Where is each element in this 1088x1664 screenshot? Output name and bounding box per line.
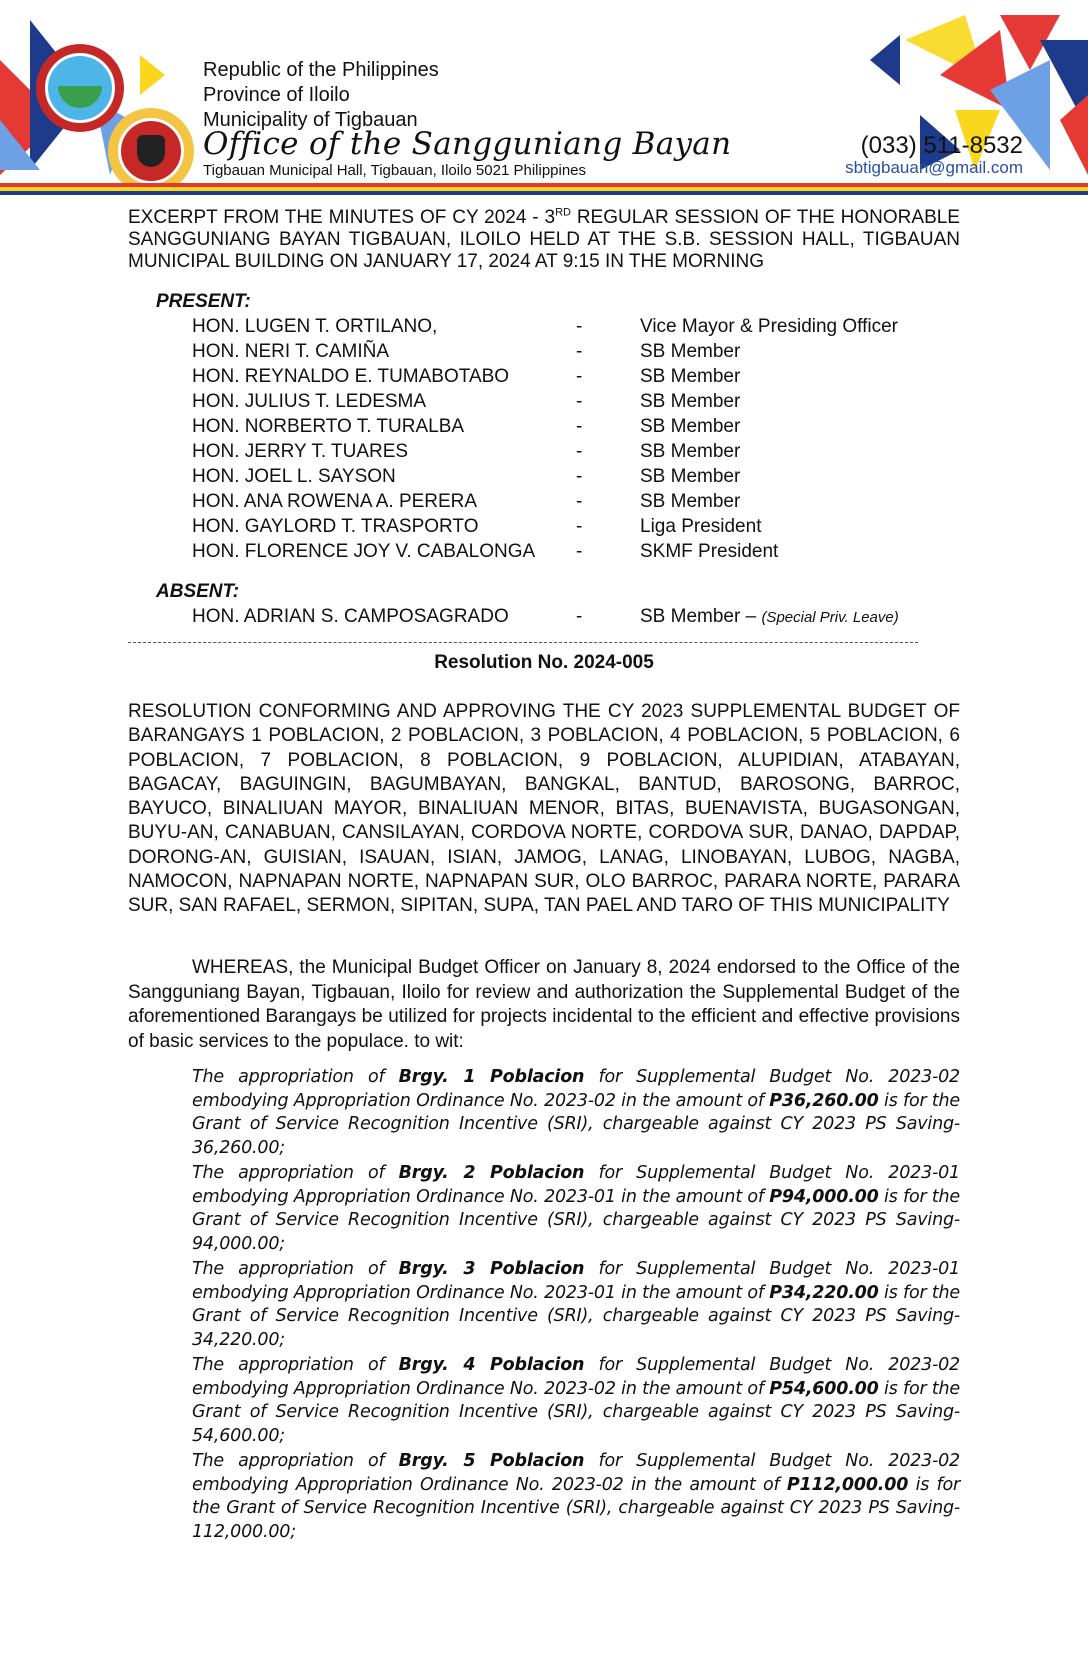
excerpt-superscript: RD (555, 206, 571, 219)
appropriation-text: for Supplemental Budget No. 2023-02 embodying Appropriation Ordinance No. 2023-02 in the amount of (192, 1451, 960, 1495)
appropriation-amount: P94,000.00 (769, 1186, 879, 1207)
attendee-name: HON. REYNALDO E. TUMABOTABO (192, 366, 510, 387)
sangguniang-bayan-seal (108, 108, 194, 194)
appropriation-paragraph (192, 1162, 960, 1256)
attendee-name: HON. GAYLORD T. TRASPORTO (192, 516, 479, 537)
municipality-line: Municipality of Tigbauan (203, 109, 418, 131)
attendee-name: HON. ANA ROWENA A. PERERA (192, 491, 478, 512)
appropriation-barangay: Brgy. 4 Poblacion (398, 1355, 585, 1375)
appropriation-text: is for the Grant of Service Recognition Incentive (SRI), chargeable against CY 2023 PS Saving-36,260.00; (192, 1090, 960, 1158)
attendee-position: SB Member (640, 491, 741, 512)
attendee-row (192, 541, 952, 566)
appropriation-text: The appropriation of (192, 1451, 399, 1471)
absent-position-text: SB Member – (640, 606, 762, 627)
republic-line: Republic of the Philippines (203, 59, 439, 81)
excerpt-part2: REGULAR SESSION OF THE HONORABLE SANGGUNIANG BAYAN TIGBAUAN, ILOILO HELD AT THE S.B. SESSION HALL, TIGBAUAN MUNICIPAL BUILDING ON JANUARY 17, 2024 AT 9:15 IN THE MORNING (128, 207, 960, 272)
appropriation-text: The appropriation of (192, 1259, 399, 1279)
attendee-row (192, 491, 952, 516)
attendee-dash: - (576, 466, 583, 487)
attendee-name: HON. NERI T. CAMIÑA (192, 341, 390, 362)
attendee-row (192, 391, 952, 416)
attendee-row (192, 341, 952, 366)
attendee-dash: - (576, 341, 583, 362)
attendee-dash: - (576, 416, 583, 437)
attendee-position: SB Member (640, 391, 741, 412)
attendee-name: HON. NORBERTO T. TURALBA (192, 416, 465, 437)
present-label: PRESENT: (156, 291, 251, 312)
attendee-name: HON. FLORENCE JOY V. CABALONGA (192, 541, 536, 562)
appropriation-text: is for the Grant of Service Recognition Incentive (SRI), chargeable against CY 2023 PS Saving-54,600.00; (192, 1378, 960, 1446)
municipal-seal (36, 44, 124, 132)
attendee-name: HON. LUGEN T. ORTILANO, (192, 316, 438, 337)
attendee-name: HON. JERRY T. TUARES (192, 441, 409, 462)
attendee-position: SB Member (640, 466, 741, 487)
header-stripe-blue (0, 191, 1088, 195)
appropriation-barangay: Brgy. 3 Poblacion (398, 1259, 585, 1279)
attendee-row (192, 466, 952, 491)
attendee-dash: - (576, 541, 583, 562)
appropriation-text: for Supplemental Budget No. 2023-01 embodying Appropriation Ordinance No. 2023-01 in the amount of (192, 1259, 960, 1303)
appropriation-text: is for the Grant of Service Recognition Incentive (SRI), chargeable against CY 2023 PS Saving-34,220.00; (192, 1282, 960, 1350)
attendee-name: HON. JOEL L. SAYSON (192, 466, 396, 487)
appropriation-amount: P112,000.00 (786, 1474, 909, 1495)
attendee-dash: - (576, 491, 583, 512)
appropriation-text: for Supplemental Budget No. 2023-02 embodying Appropriation Ordinance No. 2023-02 in the amount of (192, 1355, 960, 1399)
appropriation-text: is for the Grant of Service Recognition Incentive (SRI), chargeable against CY 2023 PS Saving-112,000.00; (192, 1474, 960, 1542)
attendee-position: SB Member (640, 416, 741, 437)
attendee-row (192, 366, 952, 391)
attendee-position: SB Member (640, 341, 741, 362)
attendee-position: Vice Mayor & Presiding Officer (640, 316, 899, 337)
appropriation-paragraph (192, 1450, 960, 1544)
attendee-dash: - (576, 391, 583, 412)
absent-position (640, 606, 899, 628)
appropriation-amount: P34,220.00 (769, 1282, 879, 1303)
attendee-dash: - (576, 441, 583, 462)
appropriation-barangay: Brgy. 1 Poblacion (398, 1067, 585, 1087)
appropriation-text: for Supplemental Budget No. 2023-01 embodying Appropriation Ordinance No. 2023-01 in the amount of (192, 1163, 960, 1207)
appropriation-paragraph (192, 1066, 960, 1160)
office-address: Tigbauan Municipal Hall, Tigbauan, Iloilo 5021 Philippines (203, 162, 587, 179)
appropriation-text: is for the Grant of Service Recognition Incentive (SRI), chargeable against CY 2023 PS Saving-94,000.00; (192, 1186, 960, 1254)
attendee-position: Liga President (640, 516, 762, 537)
appropriation-text: for Supplemental Budget No. 2023-02 embodying Appropriation Ordinance No. 2023-02 in the amount of (192, 1067, 960, 1111)
letterhead (0, 0, 1088, 205)
whereas-clause: WHEREAS, the Municipal Budget Officer on January 8, 2024 endorsed to the Office of the Sangguniang Bayan, Tigbauan, Iloilo for review and authorization the Supplemental Budget of the aforementioned Barangays be utilized for projects incidental to the efficient and effective provisions of basic services to the populace. to wit: (128, 957, 960, 1052)
office-title: Office of the Sangguniang Bayan (203, 126, 732, 162)
minutes-excerpt (128, 207, 960, 273)
absent-note: (Special Priv. Leave) (761, 609, 899, 626)
province-line: Province of Iloilo (203, 84, 350, 106)
appropriation-amount: P54,600.00 (769, 1378, 879, 1399)
appropriation-paragraph (192, 1258, 960, 1352)
attendee-row (192, 316, 952, 341)
appropriation-text: The appropriation of (192, 1163, 399, 1183)
appropriation-barangay: Brgy. 2 Poblacion (398, 1163, 585, 1183)
office-email: sbtigbauan@gmail.com (845, 158, 1023, 177)
section-divider (128, 642, 918, 643)
office-phone: (033) 511-8532 (860, 132, 1023, 159)
attendee-row (192, 416, 952, 441)
resolution-number: Resolution No. 2024-005 (434, 652, 654, 673)
attendee-name: HON. JULIUS T. LEDESMA (192, 391, 427, 412)
attendee-dash: - (576, 516, 583, 537)
absent-name: HON. ADRIAN S. CAMPOSAGRADO (192, 606, 509, 627)
attendee-dash: - (576, 366, 583, 387)
attendee-position: SB Member (640, 441, 741, 462)
appropriation-text: The appropriation of (192, 1067, 399, 1087)
appropriation-amount: P36,260.00 (769, 1090, 879, 1111)
attendee-dash: - (576, 316, 583, 337)
attendee-row (192, 441, 952, 466)
excerpt-part1: EXCERPT FROM THE MINUTES OF CY 2024 - 3 (128, 207, 556, 228)
absent-label: ABSENT: (156, 581, 240, 602)
attendee-position: SKMF President (640, 541, 779, 562)
absent-row (192, 606, 952, 631)
resolution-title: RESOLUTION CONFORMING AND APPROVING THE CY 2023 SUPPLEMENTAL BUDGET OF BARANGAYS 1 POBLACION, 2 POBLACION, 3 POBLACION, 4 POBLACION, 5 POBLACION, 6 POBLACION, 7 POBLACION, 8 POBLACION, 9 POBLACION, ALUPIDIAN, ATABAYAN, BAGACAY, BAGUINGIN, BAGUMBAYAN, BANGKAL, BANTUD, BAROSONG, BARROC, BAYUCO, BINALIUAN MAYOR, BINALIUAN MENOR, BITAS, BUENAVISTA, BUGASONGAN, BUYU-AN, CANABUAN, CANSILAYAN, CORDOVA NORTE, CORDOVA SUR, DANAO, DAPDAP, DORONG-AN, GUISIAN, ISAUAN, ISIAN, JAMOG, LANAG, LINOBAYAN, LUBOG, NAGBA, NAMOCON, NAPNAPAN NORTE, NAPNAPAN SUR, OLO BARROC, PARARA NORTE, PARARA SUR, SAN RAFAEL, SERMON, SIPITAN, SUPA, TAN PAEL AND TARO OF THIS MUNICIPALITY (128, 701, 960, 917)
appropriation-barangay: Brgy. 5 Poblacion (398, 1451, 585, 1471)
absent-dash: - (576, 606, 583, 627)
attendee-position: SB Member (640, 366, 741, 387)
attendee-row (192, 516, 952, 541)
appropriation-text: The appropriation of (192, 1355, 399, 1375)
appropriation-paragraph (192, 1354, 960, 1448)
